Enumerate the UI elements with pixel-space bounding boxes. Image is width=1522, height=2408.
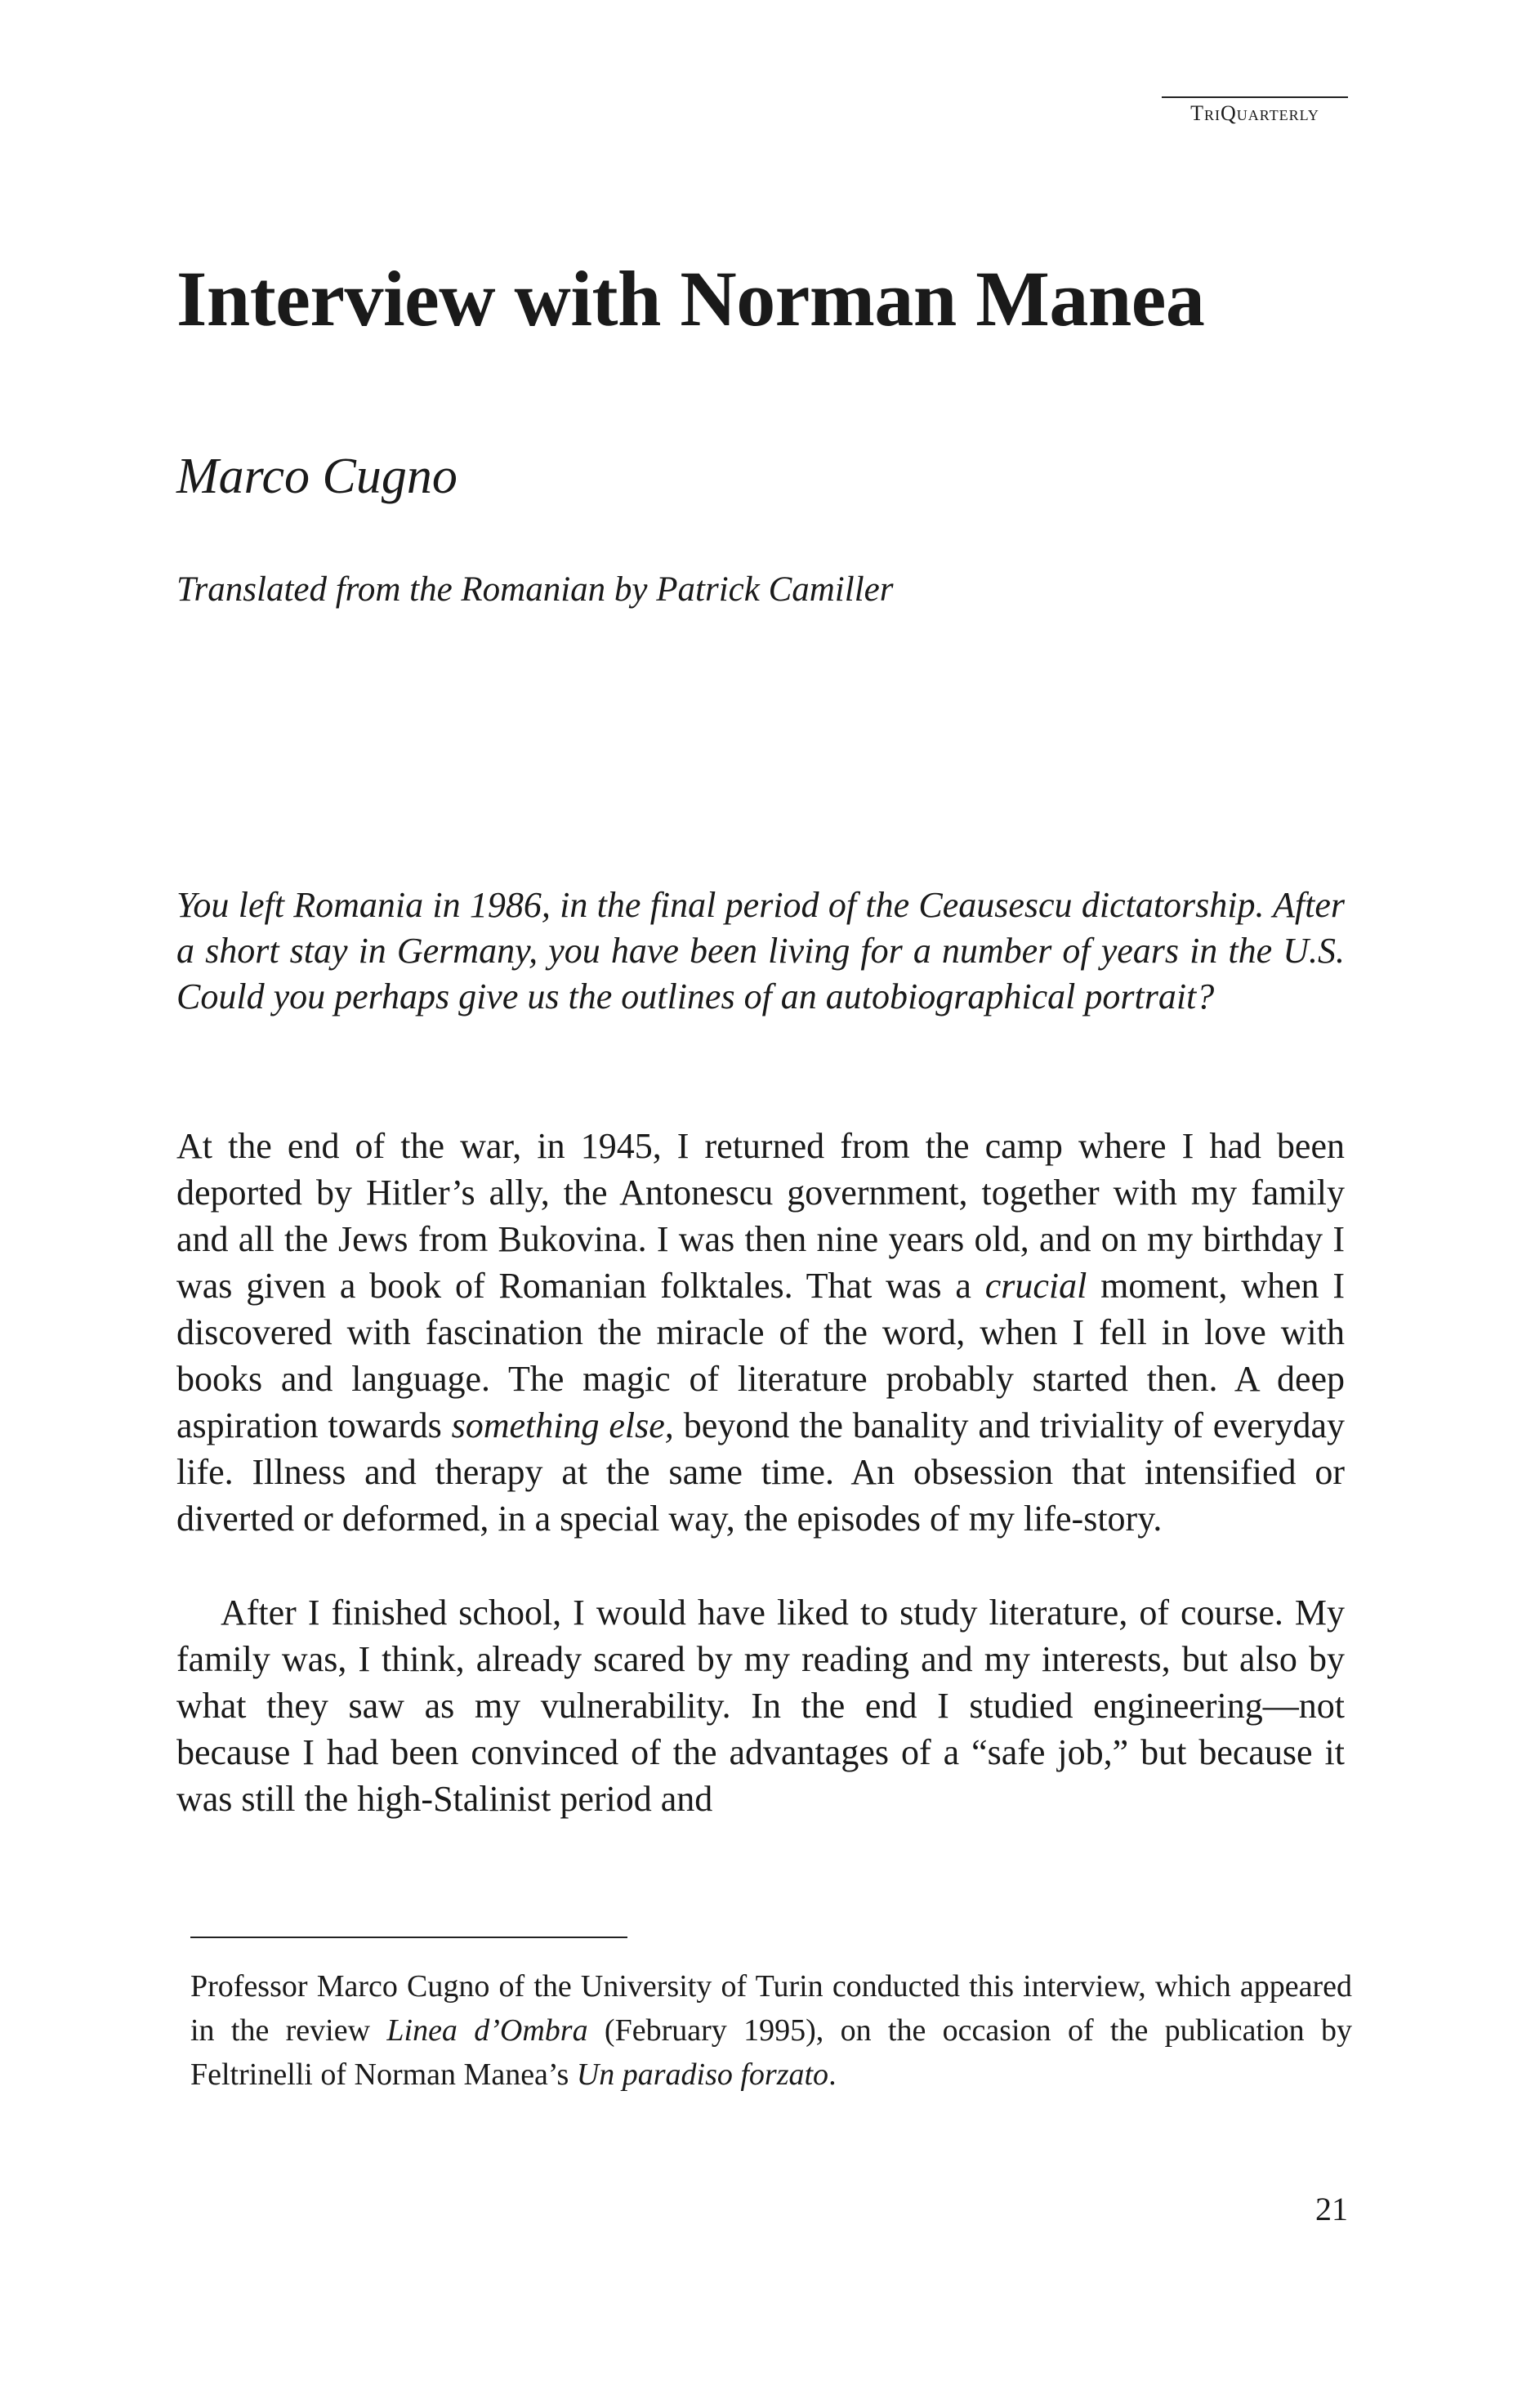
answer-paragraph: After I finished school, I would have liked to study literature, of course. My family was, I think, already scared by my reading and my interests, but also by what they saw as my vulnerability. In the end I studied engineering—not because I had been convinced of the advantages of a “safe job,” but because it was still the high-Stalinist period and	[176, 1593, 1345, 1819]
interview-question: You left Romania in 1986, in the final period of the Ceausescu dictatorship. After a short stay in Germany, you have been living for a number of years in the U.S. Could you perhaps give us the outlines of an autobiographical portrait?	[176, 885, 1345, 1016]
translator-credit: Translated from the Romanian by Patrick Camiller	[176, 570, 894, 609]
article-title: Interview with Norman Manea	[176, 255, 1205, 342]
footnote-emphasis: Un paradiso forzato	[576, 2057, 829, 2092]
author-name: Marco Cugno	[176, 449, 457, 504]
footnote-text: (February 1995), on the occasion of the publication by Feltrinelli of Norman Manea’s	[190, 2013, 1352, 2092]
footnote-emphasis: Linea d’Ombra	[386, 2013, 588, 2048]
page-number: 21	[1315, 2191, 1348, 2227]
footnote-text: Professor Marco Cugno of the University of Turin conducted this interview, which appeared in the review	[190, 1969, 1352, 2048]
answer-paragraph	[176, 1123, 1345, 1542]
footnote-divider	[190, 1937, 627, 1938]
answer-emphasis: something else,	[451, 1405, 674, 1445]
footnote	[190, 1964, 1352, 2097]
answer-text: beyond the banality and triviality of everyday life. Illness and therapy at the same time. An obsession that intensified or diverted or deformed, in a special way, the episodes of my life-story.	[176, 1405, 1346, 1539]
answer-text: moment, when I discovered with fascination the miracle of the word, when I fell in love with books and language. The magic of literature probably started then. A deep aspiration towards	[176, 1266, 1345, 1445]
footnote-text: .	[828, 2057, 837, 2092]
answer-emphasis: crucial	[984, 1266, 1087, 1306]
running-head: TriQuarterly	[1162, 96, 1348, 126]
answer-text: At the end of the war, in 1945, I returned from the camp where I had been deported by Hitler’s ally, the Antonescu government, together with my family and all the Jews from Bukovina. I was then nine years old, and on my birthday I was given a book of Romanian folktales. That was a	[176, 1126, 1345, 1306]
